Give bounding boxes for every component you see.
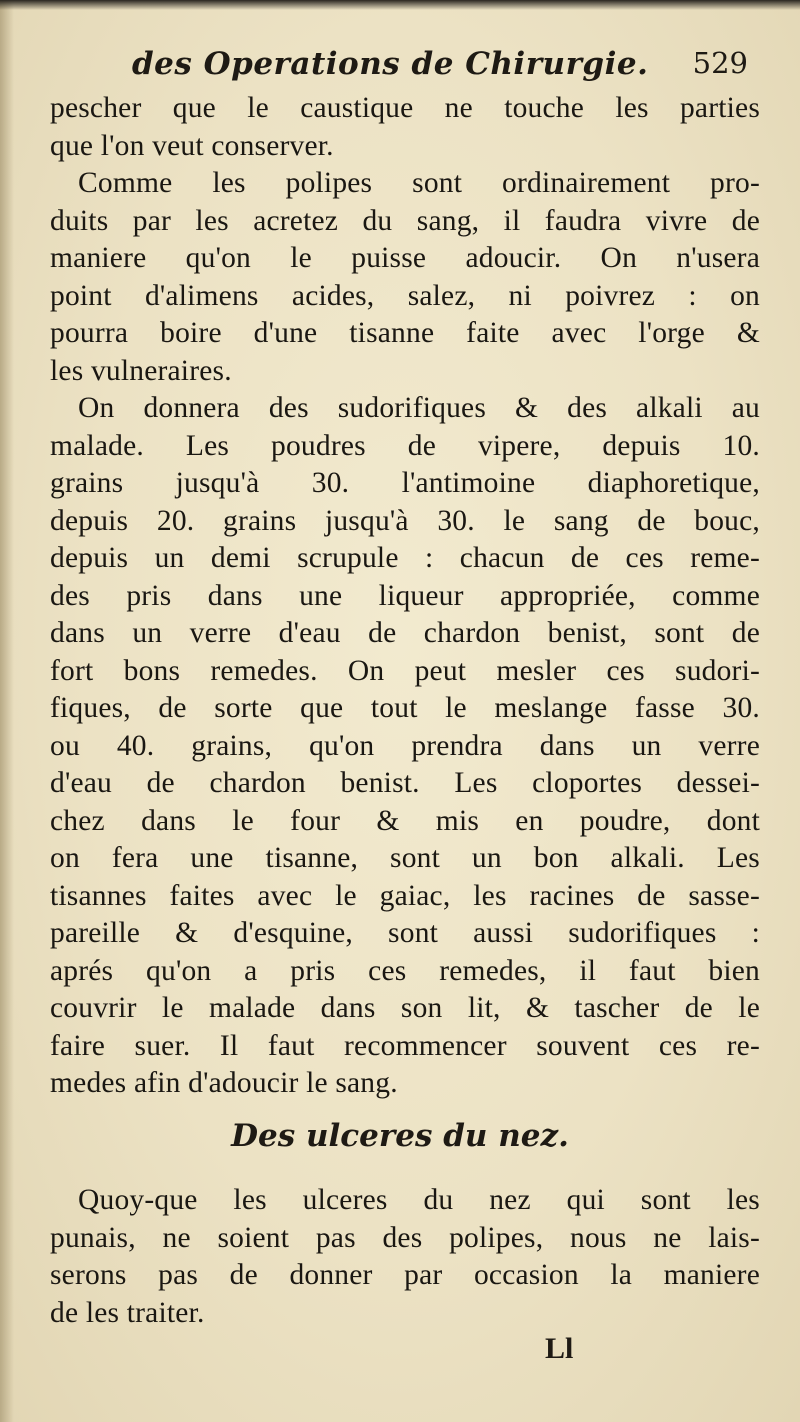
text-line: ou 40. grains, qu'on prendra dans un verre [50, 729, 760, 762]
running-head [50, 40, 770, 92]
text-line: depuis un demi scrupule : chacun de ces reme- [50, 542, 760, 574]
text-line: duits par les acretez du sang, il faudra vivre de [50, 204, 760, 237]
text-line: dans un verre d'eau de chardon benist, sont de [50, 617, 760, 649]
running-head-title: des Operations de Chirurgie. [132, 46, 649, 82]
text-line: punais, ne soient pas des polipes, nous ne lais- [50, 1221, 760, 1254]
text-line: depuis 20. grains jusqu'à 30. le sang de bouc, [50, 504, 760, 537]
text-line: fort bons remedes. On peut mesler ces sudori- [50, 654, 760, 687]
text-line: les vulneraires. [50, 354, 232, 387]
text-line: d'eau de chardon benist. Les cloportes dessei- [50, 767, 760, 799]
text-line: chez dans le four & mis en poudre, dont [50, 804, 760, 837]
page-top-shadow [0, 0, 800, 10]
body-text [50, 90, 760, 1103]
text-line: pourra boire d'une tisanne faite avec l'orge & [50, 317, 760, 349]
text-line: couvrir le malade dans son lit, & tascher de le [50, 992, 760, 1024]
text-line: que l'on veut conserver. [50, 129, 334, 162]
text-line: malade. Les poudres de vipere, depuis 10. [50, 429, 760, 462]
section-text [50, 1182, 760, 1332]
text-line: fiques, de sorte que tout le meslange fasse 30. [50, 692, 760, 724]
text-line: on fera une tisanne, sont un bon alkali. Les [50, 842, 760, 874]
section-heading: Des ulceres du nez. [231, 1118, 569, 1154]
text-line: aprés qu'on a pris ces remedes, il faut bien [50, 954, 760, 987]
text-line: tisannes faites avec le gaiac, les racines de sasse- [50, 879, 760, 912]
text-line: pescher que le caustique ne touche les parties [50, 92, 760, 124]
text-line: pareille & d'esquine, sont aussi sudorifiques : [50, 917, 760, 949]
text-line: maniere qu'on le puisse adoucir. On n'usera [50, 242, 760, 274]
text-line: des pris dans une liqueur appropriée, comme [50, 579, 760, 612]
text-line: medes afin d'adoucir le sang. [50, 1067, 398, 1099]
text-line: Quoy-que les ulceres du nez qui sont les [78, 1184, 760, 1216]
page-edge-shadow [0, 0, 14, 1422]
text-line: point d'alimens acides, salez, ni poivrez : on [50, 279, 760, 312]
signature-mark: Ll [545, 1332, 574, 1365]
text-line: serons pas de donner par occasion la maniere [50, 1259, 760, 1291]
page-number: 529 [692, 46, 748, 80]
text-line: grains jusqu'à 30. l'antimoine diaphoretique, [50, 467, 760, 499]
text-line: faire suer. Il faut recommencer souvent ces re- [50, 1029, 760, 1062]
text-line: de les traiter. [50, 1296, 205, 1329]
text-line: On donnera des sudorifiques & des alkali au [78, 392, 760, 424]
text-line: Comme les polipes sont ordinairement pro- [78, 167, 760, 199]
